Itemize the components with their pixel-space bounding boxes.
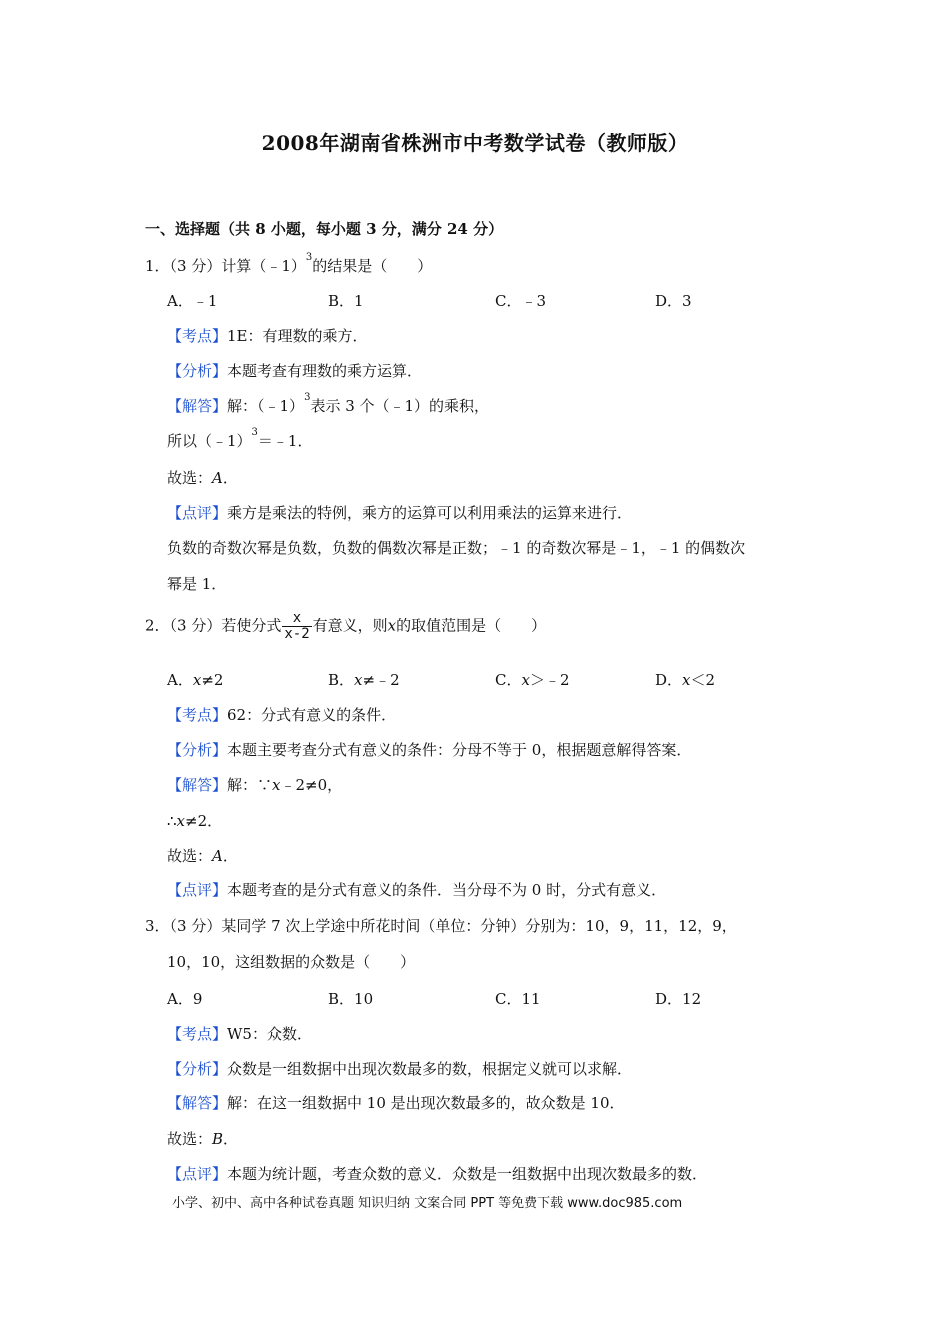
q1-answer: 故选：A． <box>167 469 238 487</box>
q3-stem-line2: 10，10，这组数据的众数是（ ） <box>167 953 416 971</box>
q3-stem: 3．（3 分）某同学 7 次上学途中所花时间（单位：分钟）分别为：10，9，11，12，9， <box>145 917 737 935</box>
q3-fenxi: 【分析】众数是一组数据中出现次数最多的数，根据定义就可以求解． <box>167 1060 633 1078</box>
q3-kaodian: 【考点】W5：众数． <box>167 1025 312 1043</box>
fraction: $\frac{x}{x-2}$ <box>284 610 310 642</box>
q2-fenxi: 【分析】本题主要考查分式有意义的条件：分母不等于 0，根据题意解得答案． <box>167 741 692 759</box>
q1-stem: 1．（3 分）计算（﹣1）$^3$的结果是（ ） <box>145 252 433 275</box>
q3-jieda: 【解答】解：在这一组数据中 10 是出现次数最多的，故众数是 10． <box>167 1094 625 1112</box>
q2-option-b: B．x≠﹣2 <box>328 671 400 689</box>
q1-jieda: 【解答】解：（﹣1）$^3$表示 3 个（﹣1）的乘积， <box>167 392 490 415</box>
footer-text: 小学、初中、高中各种试卷真题 知识归纳 文案合同 PPT 等免费下载 www.doc985.com <box>172 1196 683 1211</box>
q1-dianping-line3: 幂是 1． <box>167 575 227 593</box>
q1-dianping-line2: 负数的奇数次幂是负数，负数的偶数次幂是正数；﹣1 的奇数次幂是﹣1，﹣1 的偶数次 <box>167 539 746 557</box>
q2-stem: 2．（3 分）若使分式 $\frac{x}{x-2}$ 有意义，则x的取值范围是（ ） <box>145 610 547 642</box>
q3-option-b: B．10 <box>328 990 374 1008</box>
q2-jieda-line2: ∴x≠2． <box>167 812 223 830</box>
q1-option-d: D．3 <box>655 292 692 310</box>
q2-option-a: A．x≠2 <box>167 671 224 689</box>
q3-option-c: C．11 <box>495 990 541 1008</box>
q2-answer: 故选：A． <box>167 847 238 865</box>
q1-option-b: B．1 <box>328 292 364 310</box>
q3-option-d: D．12 <box>655 990 702 1008</box>
q3-option-a: A．9 <box>167 990 203 1008</box>
q1-fenxi: 【分析】本题考查有理数的乘方运算． <box>167 362 423 380</box>
q2-option-c: C．x＞﹣2 <box>495 671 570 689</box>
q1-dianping: 【点评】乘方是乘法的特例，乘方的运算可以利用乘法的运算来进行． <box>167 504 633 522</box>
q3-answer: 故选：B． <box>167 1130 239 1148</box>
q2-kaodian: 【考点】62：分式有意义的条件． <box>167 706 397 724</box>
q1-option-c: C．﹣3 <box>495 292 547 310</box>
q2-option-d: D．x＜2 <box>655 671 716 689</box>
q2-dianping: 【点评】本题考查的是分式有意义的条件．当分母不为 0 时，分式有意义． <box>167 881 667 899</box>
q2-jieda: 【解答】解：∵x﹣2≠0， <box>167 776 343 794</box>
q1-option-a: A．﹣1 <box>167 292 218 310</box>
q1-kaodian: 【考点】1E：有理数的乘方． <box>167 327 368 345</box>
page-title: 2008年湖南省株洲市中考数学试卷（教师版） <box>261 131 689 155</box>
q1-jieda-line2: 所以（﹣1）$^3$＝﹣1． <box>167 427 313 450</box>
q3-dianping: 【点评】本题为统计题，考查众数的意义．众数是一组数据中出现次数最多的数． <box>167 1165 708 1183</box>
section-heading: 一、选择题（共 8 小题，每小题 3 分，满分 24 分） <box>145 220 504 238</box>
